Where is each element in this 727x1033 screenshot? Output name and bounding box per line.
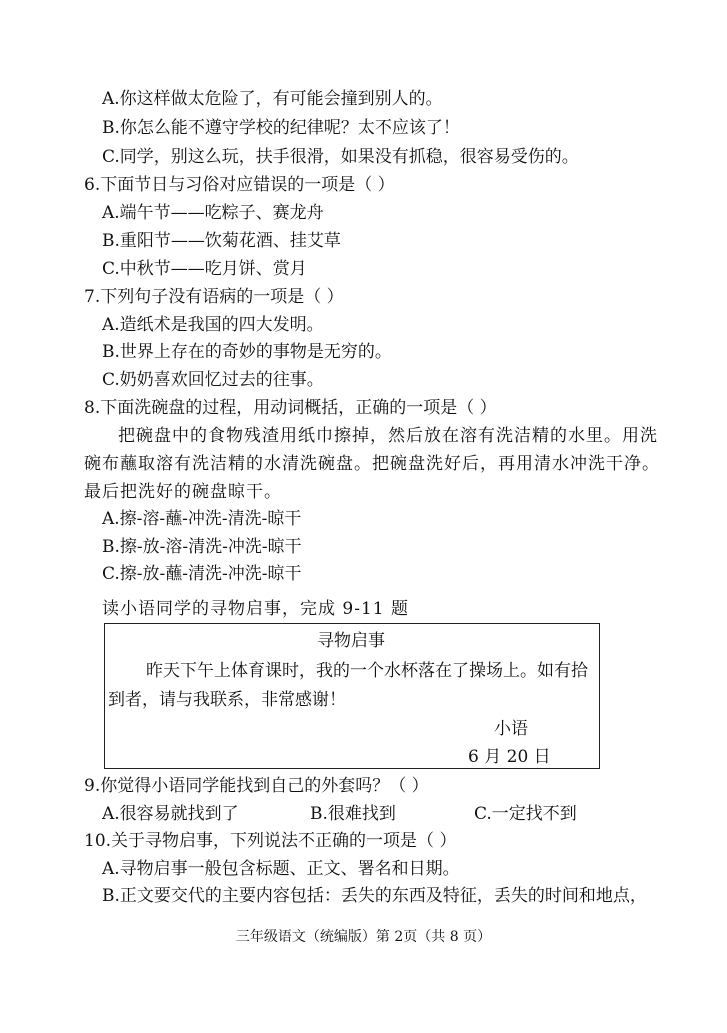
q8-passage-line-3: 最后把洗好的碗盘晾干。 <box>84 482 282 502</box>
q9-option-a: A.很容易就找到了 <box>102 804 239 824</box>
q8-passage-line-2: 碗布蘸取溶有洗洁精的水清洗碗盘。把碗盘洗好后，再用清水冲洗干净。 <box>84 454 660 474</box>
q7-option-a: A.造纸术是我国的四大发明。 <box>102 315 324 335</box>
q8-option-b: B.擦-放-溶-清洗-冲洗-晾干 <box>102 537 302 557</box>
page-footer: 三年级语文（统编版）第 2页（共 8 页） <box>235 929 492 945</box>
q6-option-a: A.端午节——吃粽子、赛龙舟 <box>102 203 324 223</box>
q6-option-c: C.中秋节——吃月饼、赏月 <box>102 259 307 279</box>
q5-option-c: C.同学，别这么玩，扶手很滑，如果没有抓稳，很容易受伤的。 <box>102 147 579 167</box>
q10-option-a: A.寻物启事一般包含标题、正文、署名和日期。 <box>102 859 460 879</box>
q8-option-a: A.擦-溶-蘸-冲洗-清洗-晾干 <box>102 509 302 529</box>
q7-stem: 7.下列句子没有语病的一项是（ ） <box>84 287 344 307</box>
q5-option-b: B.你怎么能不遵守学校的纪律呢？太不应该了！ <box>102 118 460 138</box>
q10-stem: 10.关于寻物启事，下列说法不正确的一项是（ ） <box>84 831 457 851</box>
q10-option-b: B.正文要交代的主要内容包括：丢失的东西及特征，丢失的时间和地点， <box>102 886 647 906</box>
q8-option-c: C.擦-放-蘸-清洗-冲洗-晾干 <box>102 564 302 584</box>
q8-passage-line-1: 把碗盘中的食物残渣用纸巾擦掉，然后放在溶有洗洁精的水里。用洗 <box>118 426 658 446</box>
q5-option-a: A.你这样做太危险了，有可能会撞到别人的。 <box>102 89 443 109</box>
reading-intro: 读小语同学的寻物启事，完成 9-11 题 <box>102 599 409 619</box>
notice-date: 6 月 20 日 <box>468 747 551 767</box>
q7-option-b: B.世界上存在的奇妙的事物是无穷的。 <box>102 342 392 362</box>
notice-body-line-2: 到者，请与我联系，非常感谢！ <box>108 690 346 710</box>
notice-body-line-1: 昨天下午上体育课时，我的一个水杯落在了操场上。如有拾 <box>146 661 588 681</box>
q7-option-c: C.奶奶喜欢回忆过去的往事。 <box>102 370 324 390</box>
q6-option-b: B.重阳节——饮菊花酒、挂艾草 <box>102 231 341 251</box>
notice-title: 寻物启事 <box>317 631 385 651</box>
q8-stem: 8.下面洗碗盘的过程，用动词概括，正确的一项是（ ） <box>84 398 497 418</box>
q9-stem: 9.你觉得小语同学能找到自己的外套吗？（ ） <box>84 776 429 796</box>
q9-option-b: B.很难找到 <box>310 804 396 824</box>
notice-signature: 小语 <box>494 719 528 739</box>
q9-option-c: C.一定找不到 <box>474 804 577 824</box>
q6-stem: 6.下面节日与习俗对应错误的一项是（ ） <box>84 175 395 195</box>
